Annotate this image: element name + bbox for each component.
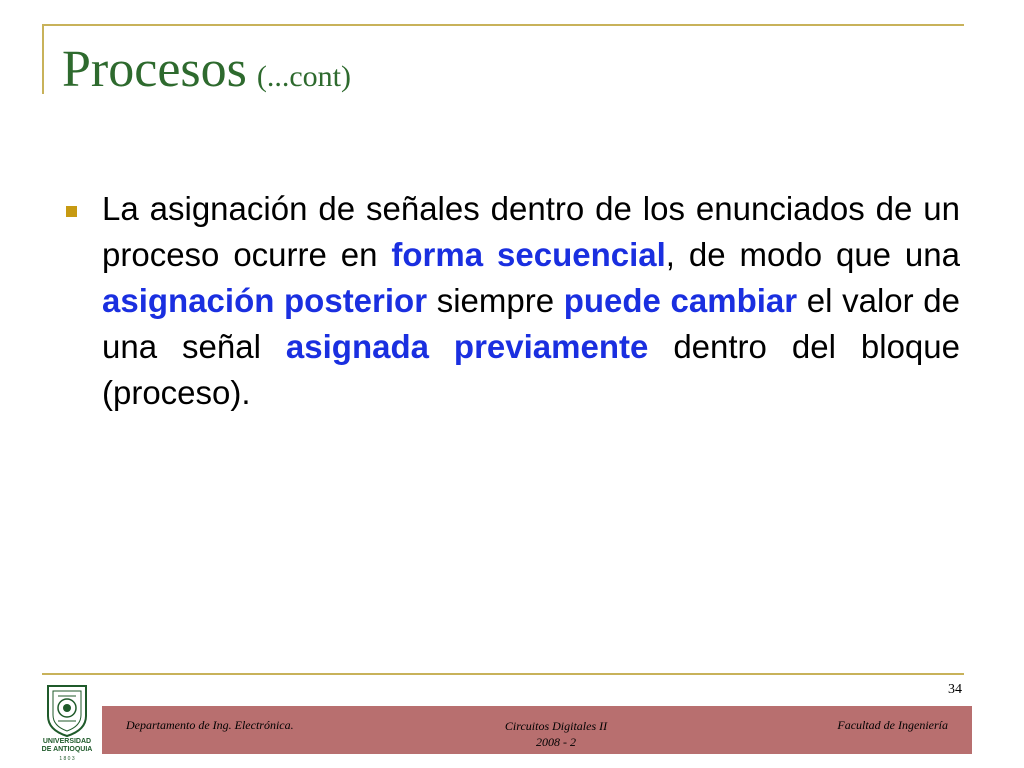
- square-bullet-icon: [66, 206, 77, 217]
- footer-course-term: 2008 - 2: [536, 735, 576, 749]
- footer-faculty: Facultad de Ingeniería: [837, 718, 948, 732]
- logo-text-line1: UNIVERSIDAD: [42, 738, 92, 745]
- bullet-text-part: siempre: [427, 282, 564, 319]
- bullet-item-text: [102, 186, 960, 416]
- title-frame-top-rule: [42, 24, 964, 26]
- bullet-text-part: el valor de una señal: [102, 282, 960, 365]
- title-frame-left-rule: [42, 24, 44, 94]
- university-seal-icon: [36, 682, 98, 738]
- logo-text-line2: DE ANTIOQUIA: [41, 746, 93, 753]
- footer-rule: [42, 673, 964, 675]
- footer-bar: [102, 706, 972, 754]
- slide-title: [62, 41, 352, 98]
- footer-department: Departamento de Ing. Electrónica.: [126, 718, 294, 732]
- highlight-puede-cambiar: puede cambiar: [563, 282, 798, 319]
- footer-course: [486, 718, 626, 750]
- bullet-text-part: , de modo que una: [665, 236, 960, 273]
- highlight-forma-secuencial: forma secuencial: [391, 236, 666, 273]
- university-logo: [36, 682, 98, 766]
- bullet-text-part: La asignación de señales dentro de los enunciados de un proceso ocurre en: [102, 190, 960, 273]
- slide-title-main: Procesos: [62, 41, 247, 98]
- page-number: 34: [948, 682, 962, 697]
- highlight-asignacion-posterior: asignación posterior: [102, 282, 428, 319]
- highlight-asignada-previamente: asignada previamente: [285, 328, 649, 365]
- bullet-text-part: dentro del bloque (proceso).: [102, 328, 960, 411]
- logo-text-line3: 1 8 0 3: [59, 756, 75, 762]
- slide-title-suffix: (...cont): [256, 60, 352, 93]
- footer-course-name: Circuitos Digitales II: [504, 719, 608, 733]
